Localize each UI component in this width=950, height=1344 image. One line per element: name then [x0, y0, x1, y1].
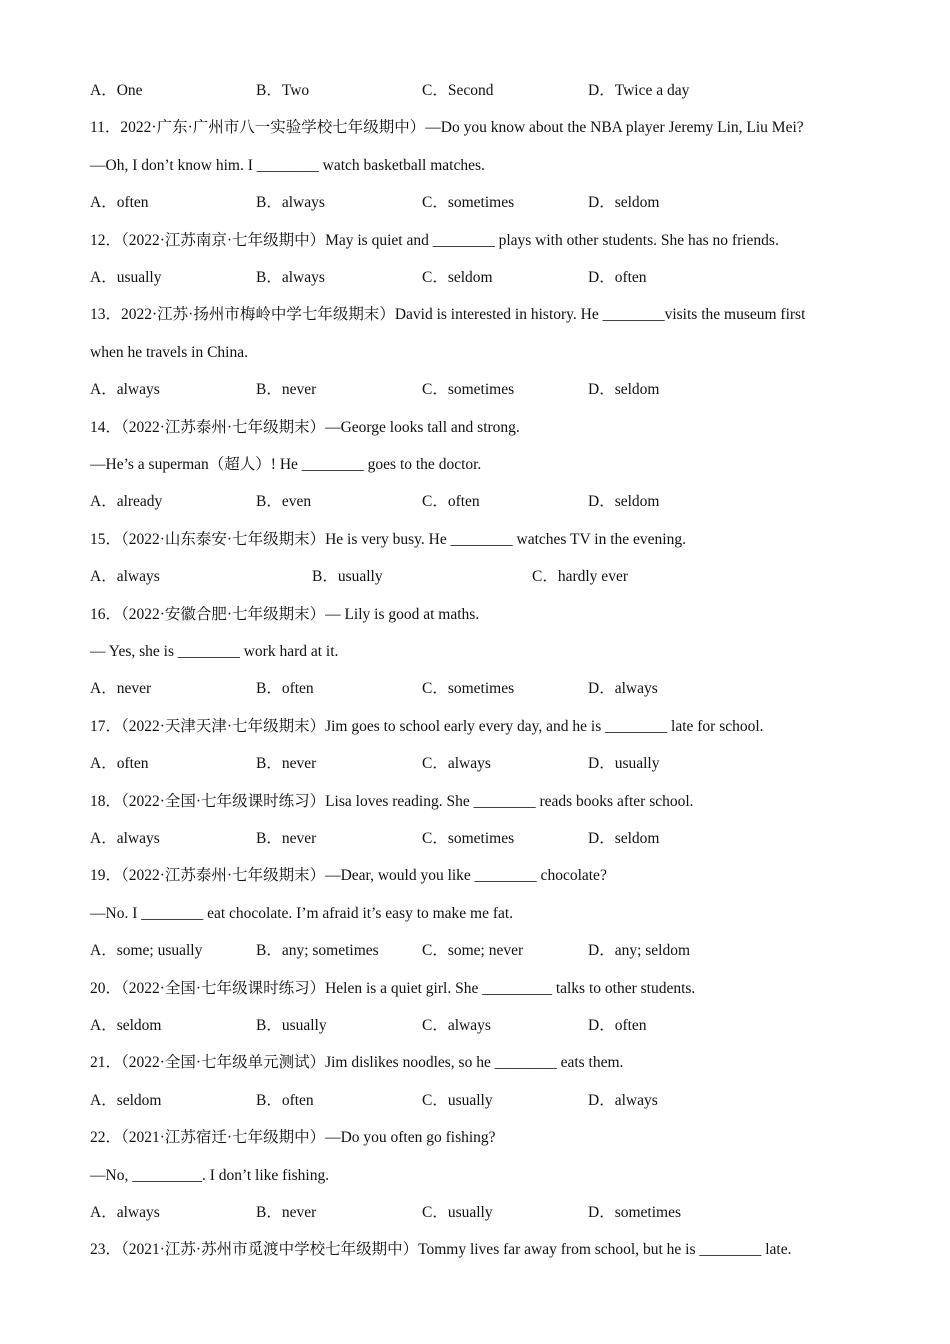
answer-option: A．often: [90, 755, 149, 772]
answer-option: B．never: [256, 381, 317, 398]
answer-option: D．any; seldom: [588, 942, 691, 959]
answer-option: A．already: [90, 493, 163, 510]
answer-option: C．always: [422, 1017, 491, 1034]
question-line: 20．（2022·全国·七年级课时练习）Helen is a quiet girl. She _________ talks to other students.: [90, 980, 696, 997]
answer-option: A．usually: [90, 269, 162, 286]
answer-option: D．seldom: [588, 381, 660, 398]
answer-option: A．always: [90, 381, 160, 398]
answer-option: C．sometimes: [422, 680, 515, 697]
question-line: 16．（2022·安徽合肥·七年级期末）— Lily is good at maths.: [90, 606, 480, 623]
question-line: 18．（2022·全国·七年级课时练习）Lisa loves reading. She ________ reads books after school.: [90, 793, 694, 810]
question-line: —No, _________. I don’t like fishing.: [90, 1167, 330, 1184]
answer-option: D．sometimes: [588, 1204, 681, 1221]
question-line: 15．（2022·山东泰安·七年级期末）He is very busy. He ________ watches TV in the evening.: [90, 531, 686, 548]
answer-option: A．seldom: [90, 1017, 162, 1034]
answer-option: D．seldom: [588, 194, 660, 211]
answer-option: C．sometimes: [422, 381, 515, 398]
answer-option: B．often: [256, 1092, 314, 1109]
answer-option: A．always: [90, 568, 160, 585]
answer-option: D．often: [588, 269, 647, 286]
answer-option: D．always: [588, 1092, 658, 1109]
answer-option: B．usually: [312, 568, 383, 585]
answer-option: A．always: [90, 1204, 160, 1221]
question-line: 12．（2022·江苏南京·七年级期中）May is quiet and ________ plays with other students. She has no friends.: [90, 232, 779, 249]
answer-option: C．Second: [422, 82, 494, 99]
answer-option: B．Two: [256, 82, 310, 99]
answer-option: C．sometimes: [422, 194, 515, 211]
answer-option: D．usually: [588, 755, 660, 772]
answer-option: D．often: [588, 1017, 647, 1034]
answer-option: A．often: [90, 194, 149, 211]
question-line: —Oh, I don’t know him. I ________ watch basketball matches.: [90, 157, 485, 174]
answer-option: C．usually: [422, 1204, 493, 1221]
question-line: —No. I ________ eat chocolate. I’m afraid it’s easy to make me fat.: [90, 905, 514, 922]
answer-option: B．never: [256, 830, 317, 847]
answer-option: A．never: [90, 680, 152, 697]
answer-option: C．always: [422, 755, 491, 772]
answer-option: D．always: [588, 680, 658, 697]
answer-option: A．some; usually: [90, 942, 203, 959]
answer-option: B．often: [256, 680, 314, 697]
answer-option: B．never: [256, 755, 317, 772]
answer-option: C．sometimes: [422, 830, 515, 847]
question-line: 14．（2022·江苏泰州·七年级期末）—George looks tall and strong.: [90, 419, 520, 436]
question-line: 22．（2021·江苏宿迁·七年级期中）—Do you often go fishing?: [90, 1129, 496, 1146]
question-line: 13．2022·江苏·扬州市梅岭中学七年级期末）David is interested in history. He ________visits the museum first: [90, 306, 806, 323]
question-line: — Yes, she is ________ work hard at it.: [90, 643, 339, 660]
question-line: 17．（2022·天津天津·七年级期末）Jim goes to school early every day, and he is ________ late for school.: [90, 718, 764, 735]
answer-option: B．always: [256, 269, 325, 286]
answer-option: B．never: [256, 1204, 317, 1221]
answer-option: C．often: [422, 493, 480, 510]
question-line: 19．（2022·江苏泰州·七年级期末）—Dear, would you like ________ chocolate?: [90, 867, 607, 884]
answer-option: C．some; never: [422, 942, 524, 959]
answer-option: D．seldom: [588, 493, 660, 510]
answer-option: C．hardly ever: [532, 568, 628, 585]
answer-option: A．seldom: [90, 1092, 162, 1109]
answer-option: C．usually: [422, 1092, 493, 1109]
answer-option: D．seldom: [588, 830, 660, 847]
answer-option: B．usually: [256, 1017, 327, 1034]
answer-option: A．always: [90, 830, 160, 847]
question-line: —He’s a superman（超人）! He ________ goes to the doctor.: [90, 456, 482, 473]
question-line: 23．（2021·江苏·苏州市觅渡中学校七年级期中）Tommy lives far away from school, but he is ________ late.: [90, 1241, 792, 1258]
answer-option: B．even: [256, 493, 312, 510]
answer-option: B．any; sometimes: [256, 942, 379, 959]
answer-option: C．seldom: [422, 269, 493, 286]
question-line: 21．（2022·全国·七年级单元测试）Jim dislikes noodles, so he ________ eats them.: [90, 1054, 624, 1071]
question-line: when he travels in China.: [90, 344, 248, 361]
question-line: 11．2022·广东·广州市八一实验学校七年级期中）—Do you know about the NBA player Jeremy Lin, Liu Mei?: [90, 119, 804, 136]
answer-option: B．always: [256, 194, 325, 211]
answer-option: D．Twice a day: [588, 82, 690, 99]
answer-option: A．One: [90, 82, 143, 99]
